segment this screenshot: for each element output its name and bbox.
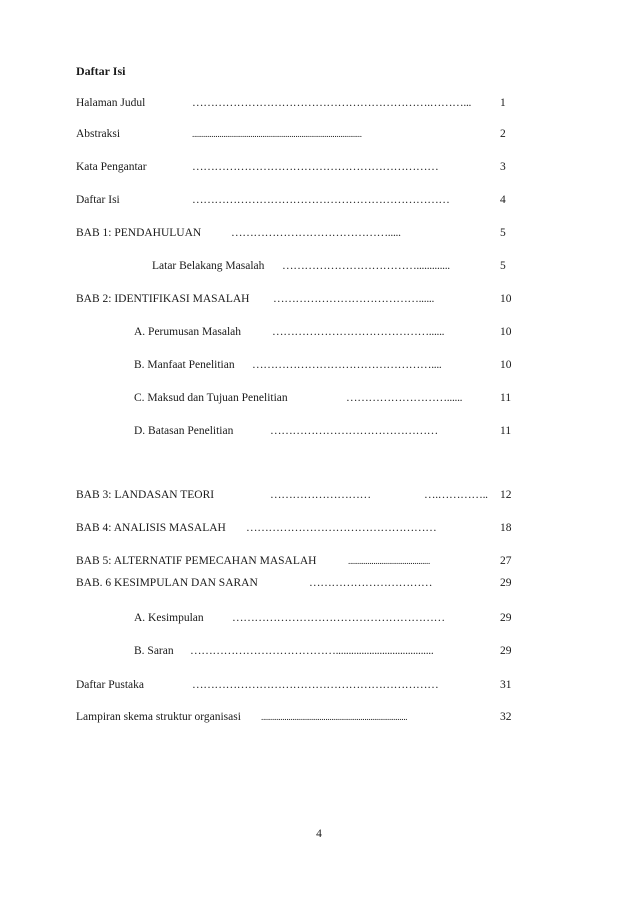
toc-entry-leader: ………………………………………………… (232, 612, 445, 624)
toc-entry-leader: ……………………………………...... (272, 326, 445, 338)
toc-entry-page: 29 (500, 612, 512, 624)
toc-entry-page: 27 (500, 555, 512, 567)
toc-entry (0, 553, 638, 569)
toc-entry-page: 5 (500, 260, 506, 272)
toc-entry (0, 709, 638, 725)
toc-entry-label: A. Perumusan Masalah (134, 326, 241, 338)
toc-entry-page: 32 (500, 711, 512, 723)
toc-heading: Daftar Isi (76, 64, 126, 78)
toc-entry (0, 610, 638, 626)
toc-entry-leader: ……………………………………………………….………... (192, 97, 472, 109)
toc-entry-label: Halaman Judul (76, 97, 146, 109)
toc-entry-leader: .......................................... (348, 556, 430, 566)
toc-entry-label: D. Batasan Penelitian (134, 425, 234, 437)
toc-entry-page: 4 (500, 194, 506, 206)
toc-entry-leader: ……………………… (270, 489, 371, 501)
toc-entry-label: C. Maksud dan Tujuan Penelitian (134, 392, 288, 404)
toc-entry-page: 29 (500, 645, 512, 657)
toc-entry (0, 95, 638, 111)
toc-entry-leader: …………………………………………………………… (192, 194, 450, 206)
toc-entry (0, 225, 638, 241)
toc-entry (0, 643, 638, 659)
toc-entry (0, 192, 638, 208)
toc-entry-label: Daftar Pustaka (76, 679, 145, 691)
toc-entry-leader: ....................................................................................... (192, 129, 362, 139)
toc-entry-page: 10 (500, 293, 512, 305)
toc-entry-label: BAB 5: ALTERNATIF PEMECAHAN MASALAH (76, 555, 317, 567)
toc-entry-leader: ………………………………………….... (252, 359, 442, 371)
toc-entry-page: 2 (500, 128, 506, 140)
toc-entry-label: B. Saran (134, 645, 174, 657)
toc-entry (0, 357, 638, 373)
toc-entry-page: 5 (500, 227, 506, 239)
toc-entry-page: 3 (500, 161, 506, 173)
toc-entry-leader: …………………………………...... (273, 293, 435, 305)
toc-entry-page: 31 (500, 679, 512, 691)
toc-entry-leader: ………………………………………………………… (192, 679, 439, 691)
toc-entry (0, 390, 638, 406)
toc-entry-leader: …………………………… (309, 577, 433, 589)
toc-entry-page: 12 (500, 489, 512, 501)
toc-entry-leader: ………………………………............. (282, 260, 450, 272)
toc-entry-page: 18 (500, 522, 512, 534)
toc-entry-leader: ……………………………………… (270, 425, 439, 437)
toc-entry-leader: ………………………………………………………… (192, 161, 439, 173)
toc-entry-label: BAB. 6 KESIMPULAN DAN SARAN (76, 577, 258, 589)
toc-entry-label: BAB 3: LANDASAN TEORI (76, 489, 215, 501)
toc-entry-page: 11 (500, 392, 512, 404)
toc-entry (0, 258, 638, 274)
toc-entry-page: 29 (500, 577, 512, 589)
toc-entry-label: Abstraksi (76, 128, 121, 140)
toc-entry (0, 126, 638, 142)
toc-entry-leader: ………………………...... (346, 392, 463, 404)
toc-entry-label: A. Kesimpulan (134, 612, 204, 624)
toc-entry-label: B. Manfaat Penelitian (134, 359, 235, 371)
toc-entry-label: BAB 1: PENDAHULUAN (76, 227, 202, 239)
toc-entry (0, 520, 638, 536)
toc-entry-label: Latar Belakang Masalah (152, 260, 265, 272)
toc-entry (0, 423, 638, 439)
toc-entry (0, 575, 638, 591)
toc-entry-label: BAB 2: IDENTIFIKASI MASALAH (76, 293, 250, 305)
page-number: 4 (316, 828, 322, 840)
toc-entry-leader: …………………………………………… (246, 522, 437, 534)
toc-entry-label: Lampiran skema struktur organisasi (76, 711, 241, 723)
toc-entry (0, 291, 638, 307)
toc-entry-label: BAB 4: ANALISIS MASALAH (76, 522, 226, 534)
toc-entry (0, 487, 638, 503)
toc-entry-page: 10 (500, 326, 512, 338)
toc-entry-leader: …………………………………...................................... (190, 645, 434, 657)
toc-entry-page: 11 (500, 425, 512, 437)
toc-entry (0, 159, 638, 175)
toc-entry-leader: ….………….. (424, 489, 488, 501)
toc-entry-leader: ……………………………………..... (231, 227, 401, 239)
toc-entry (0, 677, 638, 693)
toc-entry-page: 1 (500, 97, 506, 109)
toc-entry-label: Daftar Isi (76, 194, 120, 206)
toc-entry-page: 10 (500, 359, 512, 371)
toc-entry-leader: ........................................................................... (261, 712, 408, 722)
toc-entry-label: Kata Pengantar (76, 161, 147, 173)
toc-entry (0, 324, 638, 340)
